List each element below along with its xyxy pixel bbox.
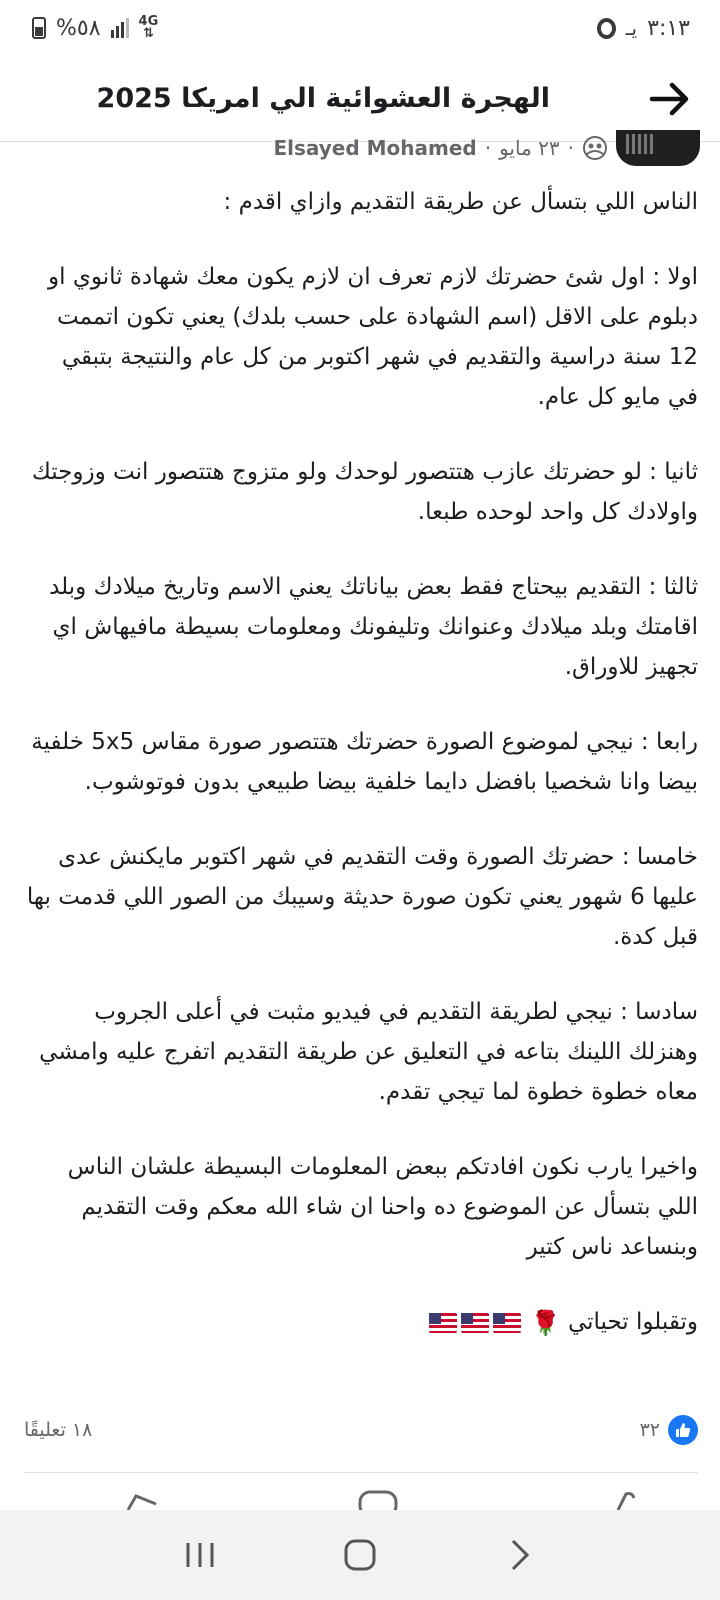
like-icon bbox=[668, 1415, 698, 1445]
comment-icon bbox=[360, 1492, 396, 1510]
post-paragraph: خامسا : حضرتك الصورة وقت التقديم في شهر اكتوبر مايكنش عدى عليها 6 شهور يعني تكون صورة حديثة وسيبك من الصور اللي قدمت بها قبل كدة. bbox=[26, 844, 698, 950]
clock: ٣:١٣ bbox=[647, 15, 690, 41]
group-members-icon bbox=[582, 135, 608, 161]
post-paragraph: واخيرا يارب نكون افادتكم ببعض المعلومات البسيطة علشان الناس اللي بتسأل عن الموضوع ده واحنا ان شاء الله معكم وقت التقديم وبنساعد ناس كتير bbox=[67, 1154, 698, 1260]
post-paragraph: ثالثا : التقديم بيحتاج فقط بعض بياناتك يعني الاسم وتاريخ ميلادك وبلد اقامتك وبلد ميلادك وعنوانك وتليفونك ومعلومات بسيطة مافيهاش اي تجهيز للاوراق. bbox=[49, 574, 698, 680]
page-title: الهجرة العشوائية الي امريكا 2025 bbox=[96, 83, 550, 114]
home-icon bbox=[343, 1538, 377, 1572]
like-outline-icon bbox=[618, 1494, 634, 1511]
status-bar bbox=[0, 0, 720, 56]
post-paragraph: الناس اللي بتسأل عن طريقة التقديم وازاي اقدم : bbox=[223, 189, 698, 215]
network-type: 4G ⇅ bbox=[138, 14, 159, 41]
chevron-right-icon bbox=[508, 1538, 532, 1572]
rose-icon: 🌹 bbox=[530, 1308, 561, 1337]
notification-o-icon bbox=[597, 18, 616, 39]
avatar[interactable] bbox=[616, 130, 700, 166]
reactions-row bbox=[24, 1408, 698, 1452]
post-paragraph: اولا : اول شئ حضرتك لازم تعرف ان لازم يكون معك شهادة ثانوي او دبلوم على الاقل (اسم الشهادة على حسب بلدك) يعني تكون اتممت 12 سنة دراسية والتقديم في شهر اكتوبر من كل عام والنتيجة بتبقي في مايو كل عام. bbox=[48, 264, 698, 410]
home-button[interactable] bbox=[330, 1525, 390, 1585]
post-paragraph: ثانيا : لو حضرتك عازب هتتصور لوحدك ولو متزوج هتتصور انت وزوجتك واولادك كل واحد لوحده طبعا. bbox=[31, 459, 698, 525]
post-date[interactable]: ٢٣ مايو bbox=[499, 136, 560, 160]
network-label: 4G bbox=[138, 14, 159, 29]
recent-apps-icon bbox=[184, 1540, 216, 1570]
post-meta bbox=[273, 128, 700, 168]
back-button[interactable] bbox=[640, 69, 700, 129]
us-flag-icon bbox=[493, 1313, 521, 1333]
status-left bbox=[32, 16, 158, 41]
share-icon bbox=[128, 1496, 156, 1510]
us-flag-icon bbox=[429, 1313, 457, 1333]
status-right bbox=[597, 16, 690, 41]
post-closing bbox=[26, 1302, 698, 1343]
likes-summary[interactable] bbox=[640, 1415, 698, 1445]
action-bar bbox=[0, 1490, 720, 1510]
arrow-right-icon bbox=[648, 77, 692, 121]
divider bbox=[24, 1472, 698, 1473]
notification-app-icon: ﯾـ bbox=[625, 16, 638, 40]
recent-apps-button[interactable] bbox=[170, 1525, 230, 1585]
post-body bbox=[26, 182, 698, 1378]
post-paragraph: رابعا : نيجي لموضوع الصورة حضرتك هتتصور صورة مقاس 5x5 خلفية بيضا وانا شخصيا بافضل دايما خلفية بيضا طبيعي بدون فوتوشوب. bbox=[31, 729, 698, 795]
battery-percent: %٥٨ bbox=[56, 15, 101, 41]
author-name[interactable]: Elsayed Mohamed bbox=[273, 136, 477, 160]
us-flag-icon bbox=[461, 1313, 489, 1333]
system-nav-bar bbox=[0, 1510, 720, 1600]
likes-count: ٣٢ bbox=[639, 1419, 660, 1441]
comments-count[interactable]: ١٨ تعليقًا bbox=[24, 1419, 93, 1441]
meta-separator: · bbox=[484, 136, 492, 160]
closing-text: وتقبلوا تحياتي bbox=[567, 1309, 698, 1335]
meta-separator: · bbox=[567, 136, 574, 160]
flags bbox=[427, 1303, 523, 1343]
post-paragraph: سادسا : نيجي لطريقة التقديم في فيديو مثبت في أعلى الجروب وهنزلك اللينك بتاعه في التعليق عن طريقة التقديم اتفرج عليه وامشي معاه خطوة خطوة لما تيجي تقدم. bbox=[39, 999, 698, 1105]
signal-icon bbox=[111, 18, 129, 38]
back-nav-button[interactable] bbox=[490, 1525, 550, 1585]
battery-icon bbox=[32, 17, 46, 39]
